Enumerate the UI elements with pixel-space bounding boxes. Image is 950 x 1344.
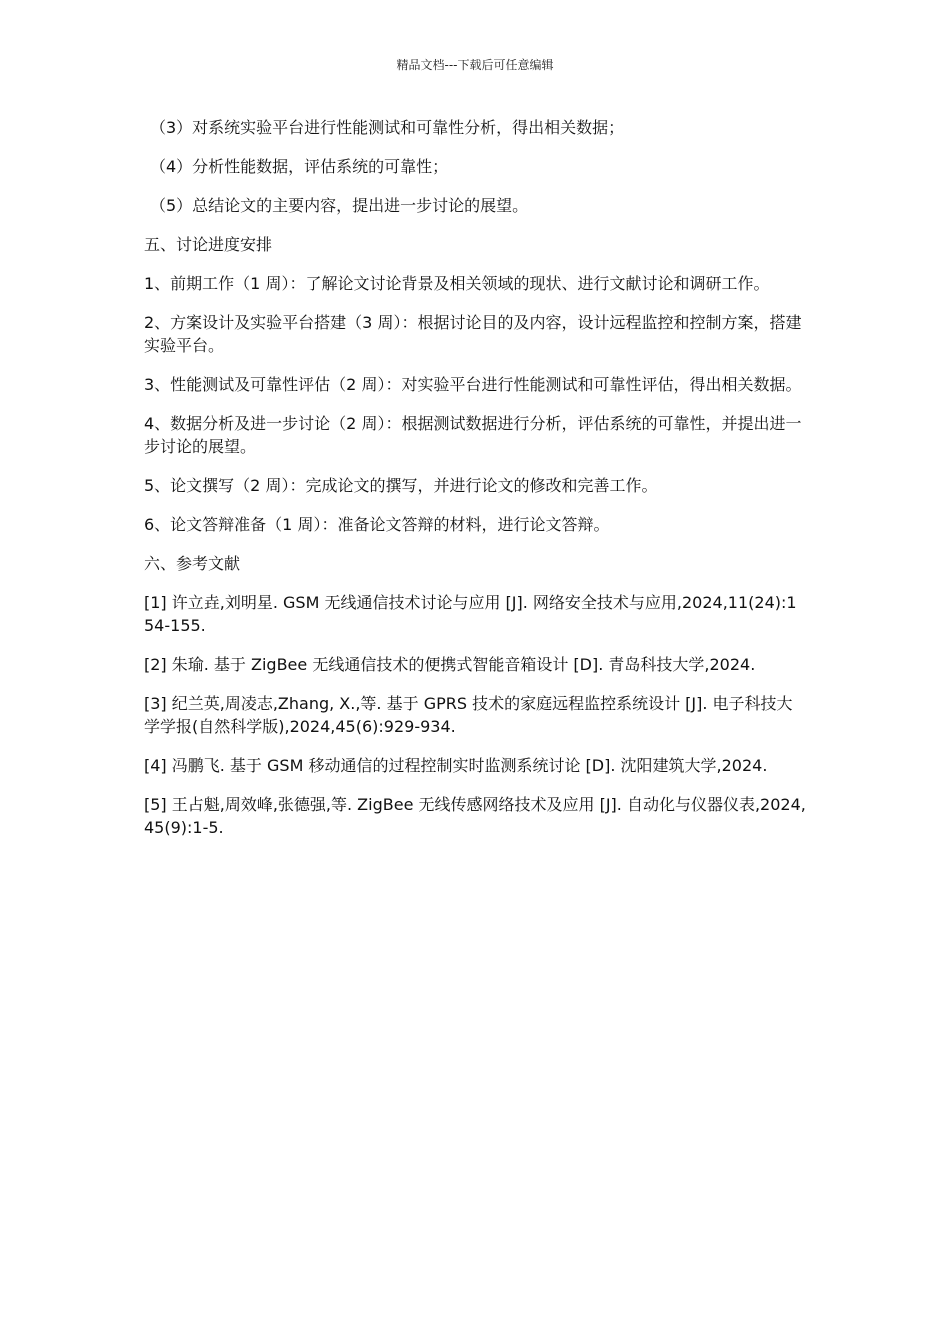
schedule-item-5: 5、论文撰写（2 周）：完成论文的撰写，并进行论文的修改和完善工作。 — [144, 476, 658, 495]
schedule-item-1: 1、前期工作（1 周）：了解论文讨论背景及相关领域的现状、进行文献讨论和调研工作。 — [144, 274, 770, 293]
reference-4: [4] 冯鹏飞. 基于 GSM 移动通信的过程控制实时监测系统讨论 [D]. 沈阳建筑大学,2024. — [144, 756, 768, 775]
task-item-4: （4）分析性能数据，评估系统的可靠性； — [150, 157, 449, 176]
schedule-item-2: 2、方案设计及实验平台搭建（3 周）：根据讨论目的及内容，设计远程监控和控制方案，搭建实验平台。 — [144, 313, 802, 355]
section-heading-schedule: 五、讨论进度安排 — [144, 235, 273, 254]
reference-1: [1] 许立垚,刘明星. GSM 无线通信技术讨论与应用 [J]. 网络安全技术与应用,2024,11(24):154-155. — [144, 593, 797, 635]
task-item-5: （5）总结论文的主要内容，提出进一步讨论的展望。 — [150, 196, 529, 215]
schedule-item-4: 4、数据分析及进一步讨论（2 周）：根据测试数据进行分析，评估系统的可靠性，并提出进一步讨论的展望。 — [144, 414, 802, 456]
reference-5: [5] 王占魁,周效峰,张德强,等. ZigBee 无线传感网络技术及应用 [J]. 自动化与仪器仪表,2024,45(9):1-5. — [144, 795, 806, 837]
section-heading-references: 六、参考文献 — [144, 554, 241, 573]
task-item-3: （3）对系统实验平台进行性能测试和可靠性分析，得出相关数据； — [150, 118, 625, 137]
document-body — [144, 116, 806, 855]
reference-2: [2] 朱瑜. 基于 ZigBee 无线通信技术的便携式智能音箱设计 [D]. 青岛科技大学,2024. — [144, 655, 756, 674]
schedule-item-6: 6、论文答辩准备（1 周）：准备论文答辩的材料，进行论文答辩。 — [144, 515, 610, 534]
reference-3: [3] 纪兰英,周凌志,Zhang, X.,等. 基于 GPRS 技术的家庭远程监控系统设计 [J]. 电子科技大学学报(自然科学版),2024,45(6):929-934. — [144, 694, 793, 736]
schedule-item-3: 3、性能测试及可靠性评估（2 周）：对实验平台进行性能测试和可靠性评估，得出相关数据。 — [144, 375, 802, 394]
page-header: 精品文档---下载后可任意编辑 — [396, 58, 554, 72]
